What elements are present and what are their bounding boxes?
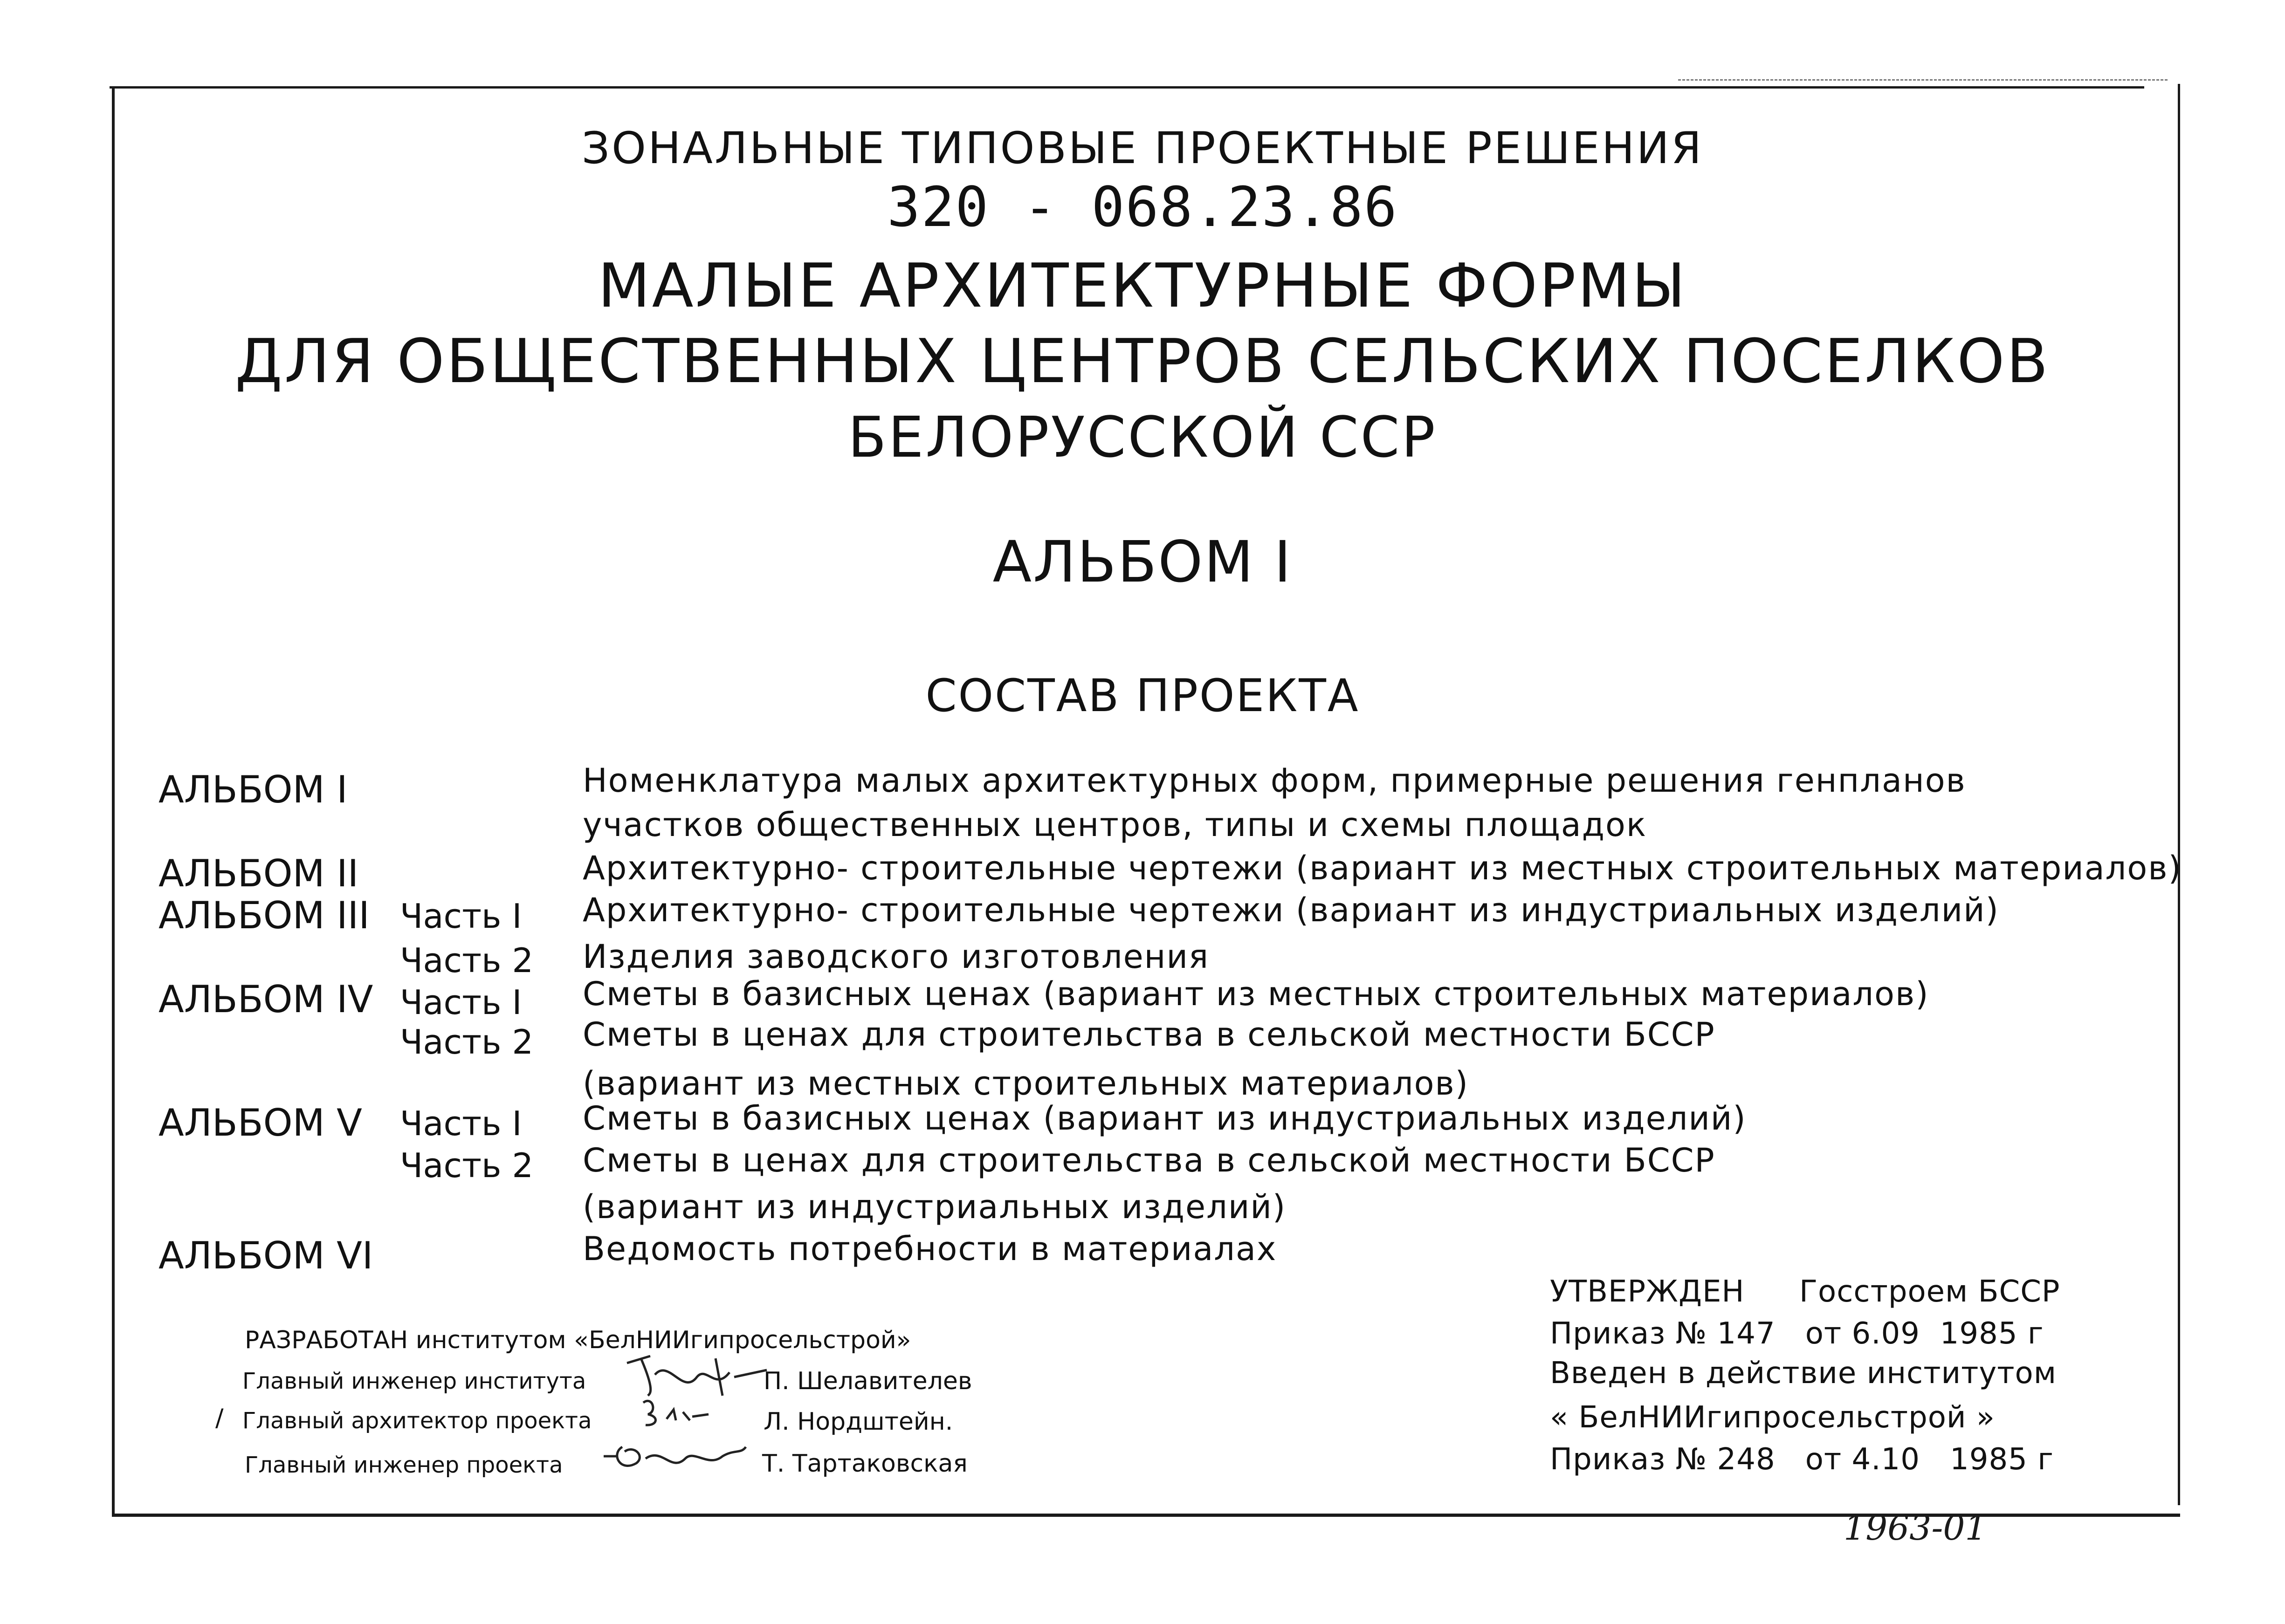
row-description: Номенклатура малых архитектурных форм, примерные решения генпланов	[583, 761, 1966, 800]
title-line-3: БЕЛОРУССКОЙ ССР	[848, 405, 1437, 470]
row-description: Сметы в ценах для строительства в сельской местности БССР	[583, 1015, 1715, 1054]
part-label: Часть I	[400, 897, 522, 936]
signature-scribble	[622, 1349, 771, 1400]
row-description: Архитектурно- строительные чертежи (вариант из индустриальных изделий)	[583, 891, 1999, 929]
approved-label: УТВЕРЖДЕН	[1550, 1275, 1745, 1309]
part-label: Часть I	[400, 1104, 522, 1143]
part-label: Часть I	[400, 983, 522, 1022]
album-label: АЛЬБОМ VI	[158, 1234, 373, 1277]
signature-scribble	[601, 1435, 750, 1477]
approved-by: Госстроем БССР	[1799, 1275, 2060, 1309]
signature-scribble	[639, 1393, 723, 1431]
row-description: Изделия заводского изготовления	[583, 938, 1210, 976]
developed-by: РАЗРАБОТАН институтом «БелНИИгипросельстрой»	[245, 1326, 911, 1354]
staff-role: Главный архитектор проекта	[242, 1408, 592, 1434]
institute-name: « БелНИИгипросельстрой »	[1550, 1400, 1995, 1435]
row-description: Сметы в базисных ценах (вариант из местных строительных материалов)	[583, 975, 1929, 1013]
row-description: (вариант из индустриальных изделий)	[583, 1188, 1287, 1226]
staff-name: Л. Нордштейн.	[764, 1408, 953, 1436]
approval-order-2: Приказ № 248 от 4.10 1985 г	[1550, 1442, 2054, 1477]
row-description: (вариант из местных строительных материалов)	[583, 1064, 1469, 1103]
title-line-1: МАЛЫЕ АРХИТЕКТУРНЫЕ ФОРМЫ	[598, 250, 1687, 321]
part-label: Часть 2	[400, 1022, 534, 1062]
frame-top-line	[110, 86, 2144, 89]
approval-order-1: Приказ № 147 от 6.09 1985 г	[1550, 1316, 2044, 1351]
series-title: ЗОНАЛЬНЫЕ ТИПОВЫЕ ПРОЕКТНЫЕ РЕШЕНИЯ	[581, 123, 1704, 174]
album-label: АЛЬБОМ II	[158, 852, 359, 895]
staff-name: П. Шелавителев	[764, 1367, 972, 1395]
contents-heading: СОСТАВ ПРОЕКТА	[925, 670, 1360, 722]
tick-mark: /	[215, 1404, 224, 1432]
title-line-2: ДЛЯ ОБЩЕСТВЕННЫХ ЦЕНТРОВ СЕЛЬСКИХ ПОСЕЛКОВ	[235, 326, 2050, 397]
staff-role: Главный инженер института	[242, 1368, 586, 1394]
part-label: Часть 2	[400, 1146, 534, 1185]
album-label: АЛЬБОМ V	[158, 1101, 362, 1144]
row-description: участков общественных центров, типы и схемы площадок	[583, 806, 1647, 844]
row-description: Сметы в базисных ценах (вариант из индустриальных изделий)	[583, 1099, 1747, 1137]
row-description: Ведомость потребности в материалах	[583, 1230, 1277, 1268]
album-title: АЛЬБОМ I	[992, 529, 1293, 595]
sheet-number: 1963-01	[1844, 1508, 1987, 1548]
row-description: Архитектурно- строительные чертежи (вариант из местных строительных материалов)	[583, 849, 2182, 887]
introduced-text: Введен в действие институтом	[1550, 1356, 2057, 1391]
series-code: 320 - 068.23.86	[887, 175, 1398, 239]
part-label: Часть 2	[400, 941, 534, 980]
staff-name: Т. Тартаковская	[762, 1450, 968, 1478]
album-label: АЛЬБОМ I	[158, 768, 348, 811]
album-label: АЛЬБОМ IV	[158, 978, 373, 1021]
album-label: АЛЬБОМ III	[158, 894, 370, 937]
staff-role: Главный инженер проекта	[245, 1452, 563, 1478]
row-description: Сметы в ценах для строительства в сельской местности БССР	[583, 1141, 1715, 1179]
frame-top-line-tail	[1678, 79, 2168, 81]
